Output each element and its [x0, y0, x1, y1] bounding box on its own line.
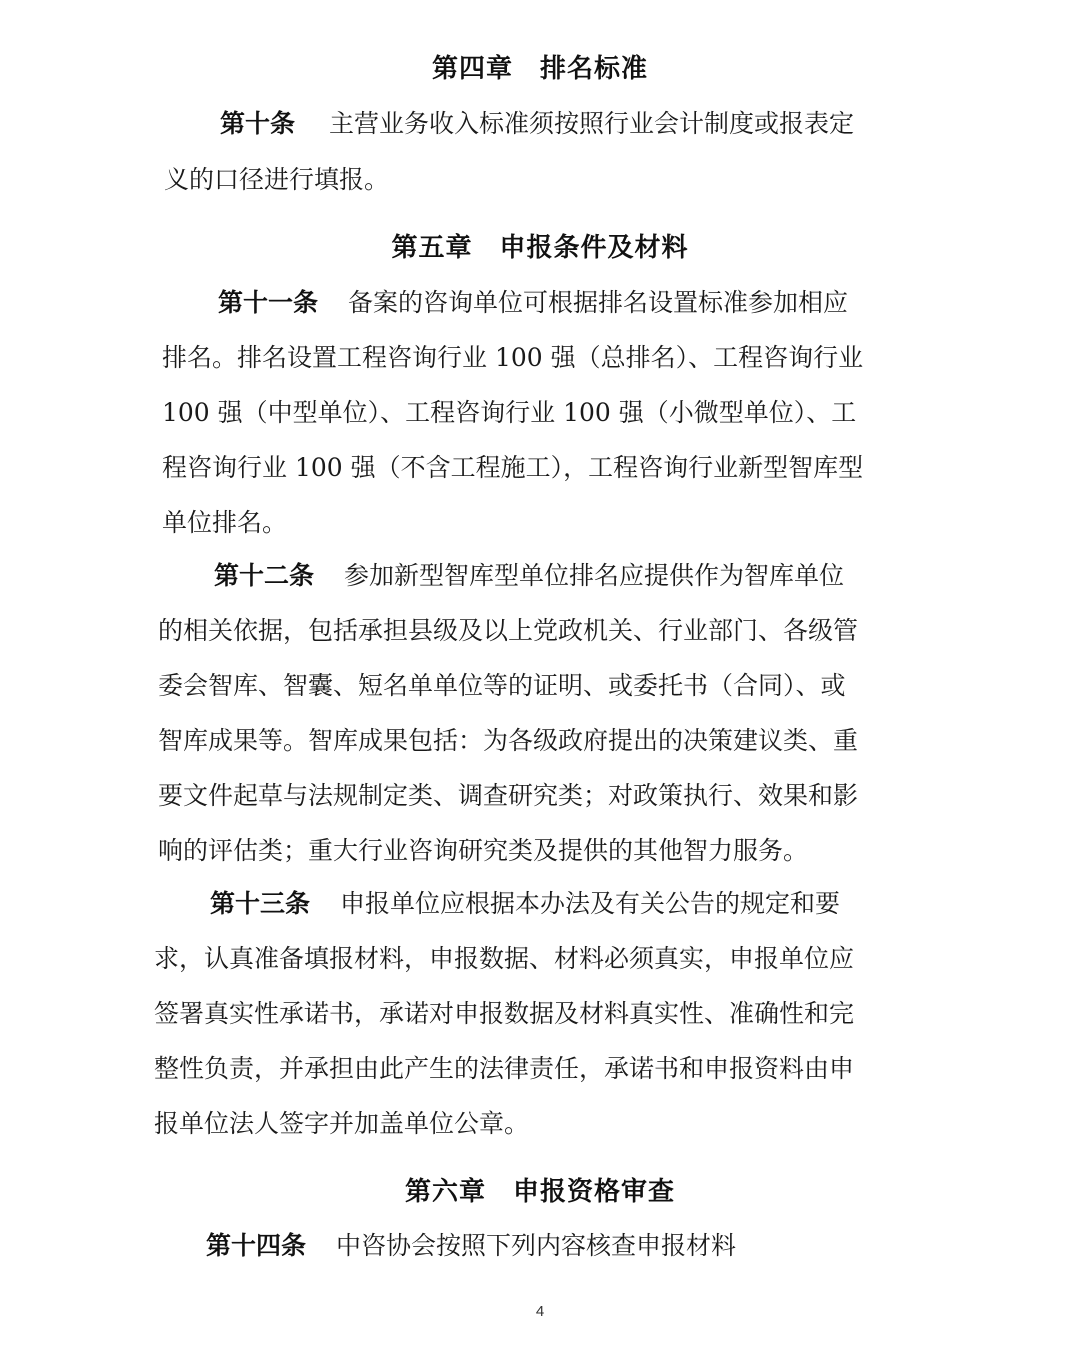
article-13-line-3: 签署真实性承诺书，承诺对申报数据及材料真实性、准确性和完 [154, 999, 855, 1028]
chapter-4-heading: 第四章 排名标准 [431, 54, 648, 84]
article-10-first-line [220, 104, 854, 140]
article-12-label: 第十二条 [214, 561, 315, 590]
article-14-label: 第十四条 [206, 1231, 307, 1260]
article-14-first-line [206, 1226, 736, 1262]
article-14-line-1: 中咨协会按照下列内容核查申报材料 [336, 1231, 737, 1260]
page-number: 4 [535, 1303, 545, 1320]
article-11-line-1: 备案的咨询单位可根据排名设置标准参加相应 [348, 288, 849, 317]
article-12-line-4: 智库成果等。智库成果包括：为各级政府提出的决策建议类、重 [158, 726, 859, 755]
article-11-line-3: 100 强（中型单位）、工程咨询行业 100 强（小微型单位）、工 [162, 398, 857, 427]
article-11-label: 第十一条 [218, 288, 319, 317]
article-10-label: 第十条 [220, 109, 296, 138]
chapter-5-heading: 第五章 申报条件及材料 [391, 233, 689, 263]
article-11-first-line [218, 283, 848, 319]
article-12-line-6: 响的评估类；重大行业咨询研究类及提供的其他智力服务。 [158, 836, 809, 865]
article-11-line-2: 排名。排名设置工程咨询行业 100 强（总排名）、工程咨询行业 [162, 343, 864, 372]
article-11-line-5: 单位排名。 [162, 508, 288, 537]
article-11-line-4: 程咨询行业 100 强（不含工程施工），工程咨询行业新型智库型 [162, 453, 864, 482]
article-13-line-1: 申报单位应根据本办法及有关公告的规定和要 [340, 889, 841, 918]
article-12-line-3: 委会智库、智囊、短名单单位等的证明、或委托书（合同）、或 [158, 671, 846, 700]
article-13-line-4: 整性负责，并承担由此产生的法律责任，承诺书和申报资料由申 [154, 1054, 855, 1083]
article-12-first-line [214, 556, 844, 592]
article-13-line-5: 报单位法人签字并加盖单位公章。 [154, 1109, 530, 1138]
article-12-line-5: 要文件起草与法规制定类、调查研究类；对政策执行、效果和影 [158, 781, 859, 810]
article-13-first-line [210, 884, 840, 920]
article-12-line-1: 参加新型智库型单位排名应提供作为智库单位 [344, 561, 845, 590]
chapter-6-heading: 第六章 申报资格审查 [404, 1177, 675, 1207]
article-10-line-1: 主营业务收入标准须按照行业会计制度或报表定 [329, 109, 855, 138]
article-13-label: 第十三条 [210, 889, 311, 918]
article-13-line-2: 求，认真准备填报材料，申报数据、材料必须真实，申报单位应 [154, 944, 855, 973]
article-10-line-2: 义的口径进行填报。 [164, 165, 390, 194]
article-12-line-2: 的相关依据，包括承担县级及以上党政机关、行业部门、各级管 [158, 616, 859, 645]
